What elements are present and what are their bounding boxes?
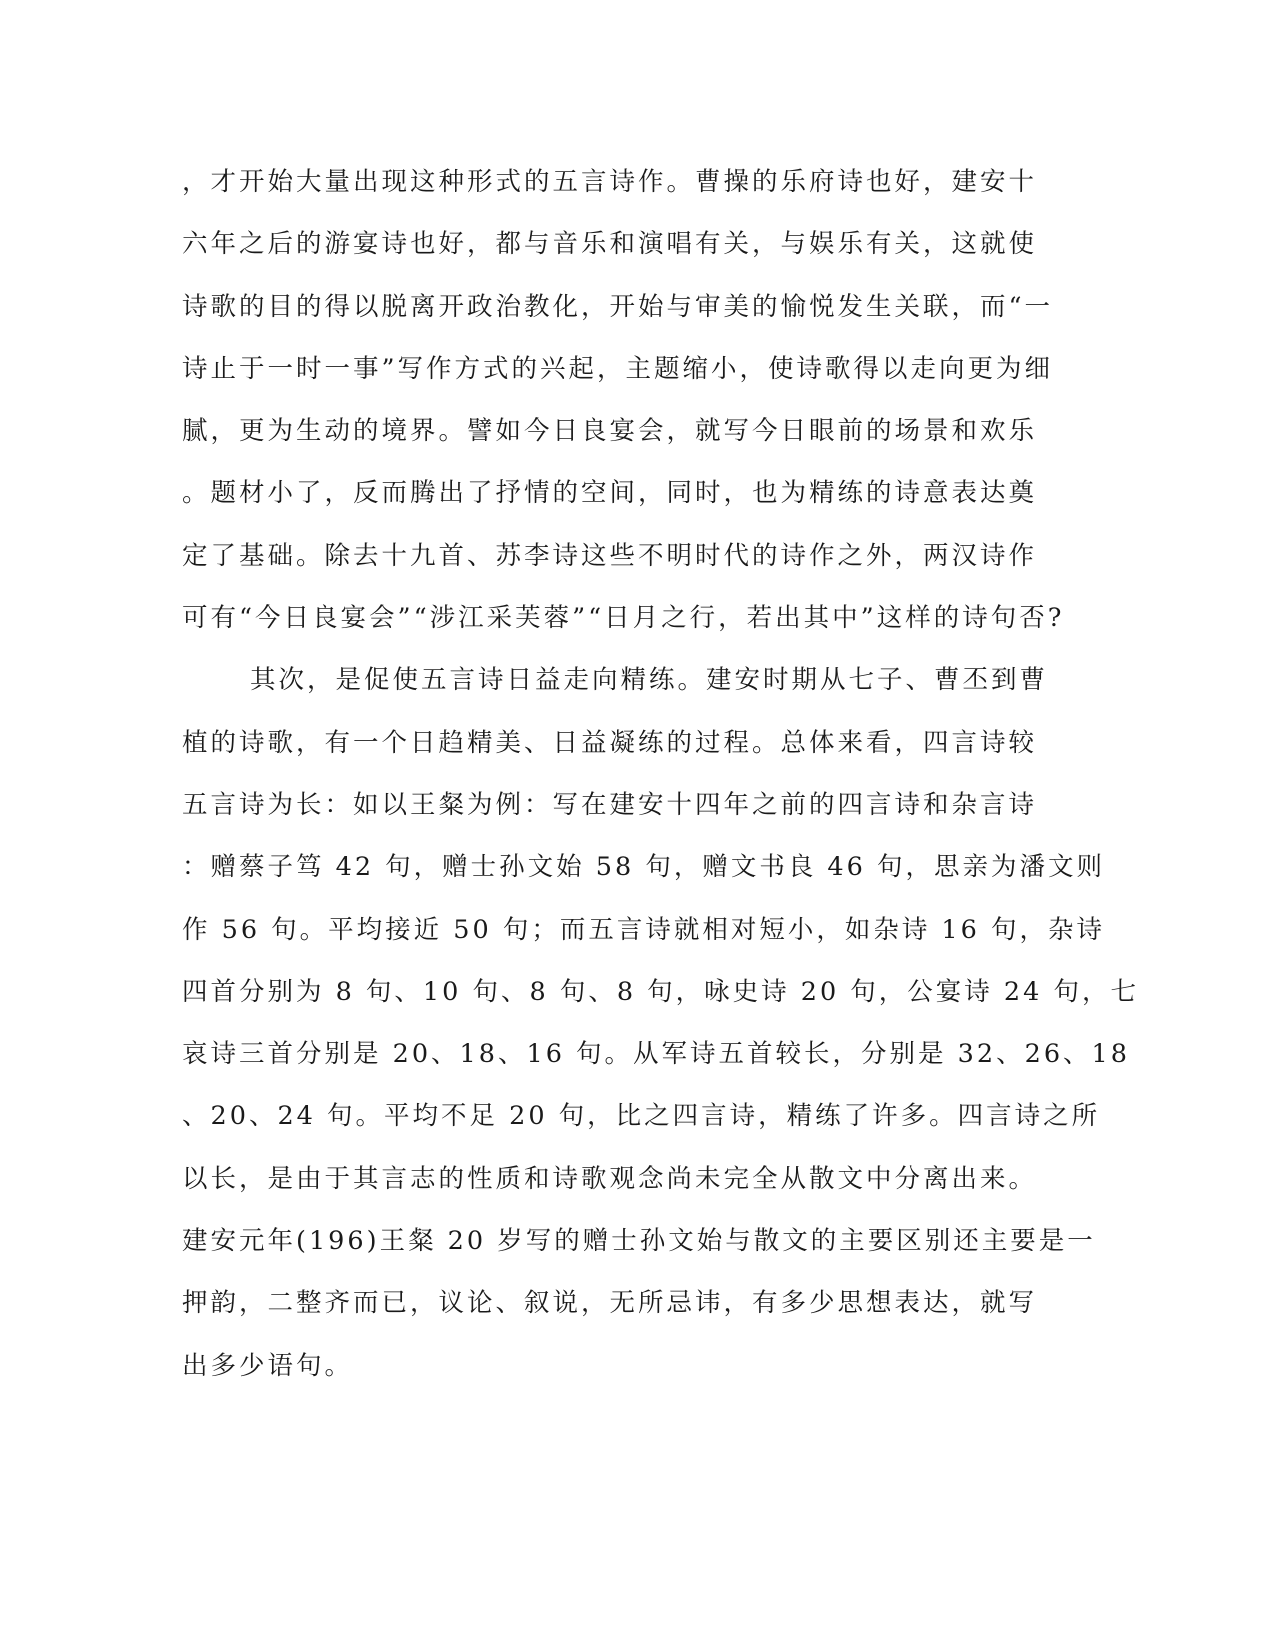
text-line: 植的诗歌，有一个日趋精美、日益凝练的过程。总体来看，四言诗较 [182,727,1038,758]
text-line: 、20、24 句。平均不足 20 句，比之四言诗，精练了许多。四言诗之所 [182,1101,1101,1132]
text-line: 其次，是促使五言诗日益走向精练。建安时期从七子、曹丕到曹 [250,665,1049,696]
text-line: 出多少语句。 [182,1350,354,1381]
paragraph-2 [182,660,1139,1408]
text-line: 诗止于一时一事”写作方式的兴起，主题缩小，使诗歌得以走向更为细 [182,353,1054,384]
text-line: ，才开始大量出现这种形式的五言诗作。曹操的乐府诗也好，建安十 [182,167,1038,197]
text-line: 定了基础。除去十九首、苏李诗这些不明时代的诗作之外，两汉诗作 [182,540,1038,571]
text-line: 押韵，二整齐而已，议论、叙说，无所忌讳，有多少思想表达，就写 [182,1288,1038,1319]
text-line: 以长，是由于其言志的性质和诗歌观念尚未完全从散文中分离出来。 [182,1163,1038,1194]
text-line: 建安元年(196)王粲 20 岁写的赠士孙文始与散文的主要区别还主要是一 [182,1226,1096,1257]
text-line: 。题材小了，反而腾出了抒情的空间，同时，也为精练的诗意表达奠 [182,478,1038,509]
text-line: 腻，更为生动的境界。譬如今日良宴会，就写今日眼前的场景和欢乐 [182,416,1038,447]
text-line: 哀诗三首分别是 20、18、16 句。从军诗五首较长，分别是 32、26、18 [182,1039,1131,1070]
text-line: ：赠蔡子笃 42 句，赠士孙文始 58 句，赠文书良 46 句，思亲为潘文则 [182,852,1105,883]
text-line: 可有“今日良宴会”“涉江采芙蓉”“日月之行，若出其中”这样的诗句否? [182,603,1065,634]
text-line: 六年之后的游宴诗也好，都与音乐和演唱有关，与娱乐有关，这就使 [182,229,1038,260]
text-line: 五言诗为长：如以王粲为例：写在建安十四年之前的四言诗和杂言诗 [182,789,1038,820]
text-line: 作 56 句。平均接近 50 句；而五言诗就相对短小，如杂诗 16 句，杂诗 [182,914,1105,945]
body-text [182,162,1139,1408]
paragraph-1 [182,162,1065,660]
text-line: 诗歌的目的得以脱离开政治教化，开始与审美的愉悦发生关联，而“一 [182,291,1054,322]
text-line: 四首分别为 8 句、10 句、8 句、8 句，咏史诗 20 句，公宴诗 24 句，七 [182,976,1139,1007]
